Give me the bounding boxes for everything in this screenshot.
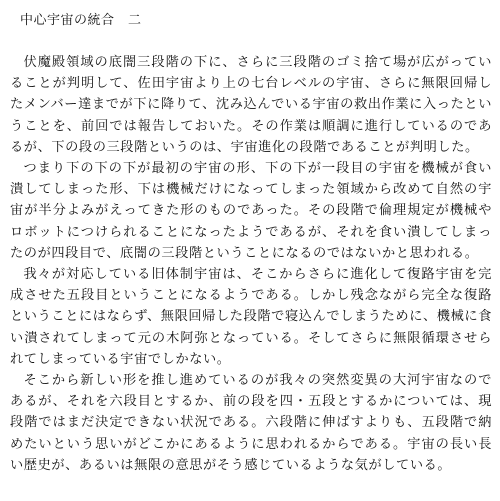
paragraph-1: 伏魔殿領域の底闇三段階の下に、さらに三段階のゴミ捨て場が広がっていることが判明して、佐田宇宙より上の七台レベルの宇宙、さらに無限回帰したメンバー達までが下に降りて、沈み込んでいる宇宙の救出作業に入ったということを、前回では報告しておいた。その作業は順調に進行しているのであるが、下の段の三段階というのは、宇宙進化の段階であることが判明した。: [10, 55, 492, 155]
paragraph-4: そこから新しい形を推し進めているのが我々の突然変異の大河宇宙なのであるが、それを六段目とするか、前の段を四・五段とするかについては、現段階ではまだ決定できない状況である。六段階に伸ばすよりも、五段階で納めたいという思いがどこかにあるように思われるからである。宇宙の長い長い歴史が、あるいは無限の意思がそう感じているような気がしている。: [10, 373, 492, 473]
document-body: [10, 52, 492, 476]
paragraph-3: 我々が対応している旧体制宇宙は、そこからさらに進化して復路宇宙を完成させた五段目ということになるようである。しかし残念ながら完全な復路ということにはならず、無限回帰した段階で寝込んでしまうために、機械に食い潰されてしまって元の木阿弥となっている。そしてさらに無限循環させられてしまっている宇宙でしかない。: [10, 267, 492, 367]
paragraph-2: つまり下の下の下が最初の宇宙の形、下の下が一段目の宇宙を機械が食い潰してしまった形、下は機械だけになってしまった領域から改めて自然の宇宙が半分よみがえってきた形のものであった。その段階で倫理規定が機械やロボットにつけられることになったようであるが、それを食い潰してしまったのが四段目で、底闇の三段階ということになるのではないかと思われる。: [10, 161, 492, 261]
document-title: 中心宇宙の統合 二: [20, 13, 142, 28]
